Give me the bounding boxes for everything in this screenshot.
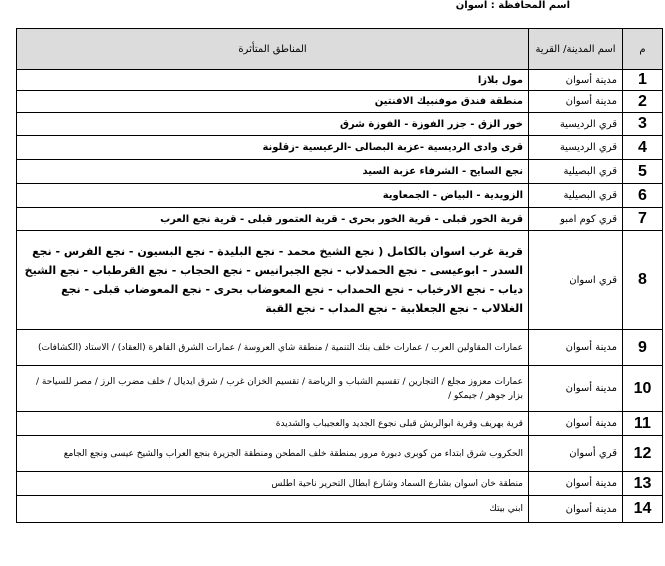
table-row — [17, 70, 663, 91]
row-areas: عمارات المقاولين العرب / عمارات خلف بنك التنمية / منطقة شاي العروسة / عمارات الشرق القاهرة (العقاد) / الاستاد (الكشافات) — [17, 330, 529, 366]
row-number: 14 — [623, 496, 663, 523]
row-number: 1 — [623, 70, 663, 91]
row-areas: منطقة فندق موفنبيك الافنتين — [17, 91, 529, 113]
row-city: مدينة أسوان — [529, 330, 623, 366]
header-num: م — [623, 29, 663, 70]
table-row — [17, 366, 663, 412]
row-city: قري أسوان — [529, 436, 623, 472]
table-row — [17, 184, 663, 208]
row-city: قري البصيلية — [529, 184, 623, 208]
table-row — [17, 113, 663, 136]
row-number: 11 — [623, 412, 663, 436]
row-number: 3 — [623, 113, 663, 136]
row-areas: قرى وادى الرديسية -عزبة البصالى -الرعيسية -زقلونة — [17, 136, 529, 160]
row-city: مدينة أسوان — [529, 70, 623, 91]
row-number: 4 — [623, 136, 663, 160]
row-city: مدينة أسوان — [529, 91, 623, 113]
row-city: مدينة أسوان — [529, 496, 623, 523]
row-city: قري اسوان — [529, 231, 623, 330]
row-city: قري البصيلية — [529, 160, 623, 184]
table-row — [17, 231, 663, 330]
row-areas: منطقة خان اسوان بشارع السماد وشارع ابطال التحرير ناحية اطلس — [17, 472, 529, 496]
row-areas: مول بلازا — [17, 70, 529, 91]
table-row — [17, 208, 663, 231]
row-areas: خور الزق - جزر الفوزة - الفوزة شرق — [17, 113, 529, 136]
row-number: 10 — [623, 366, 663, 412]
row-areas: عمارات معزوز مجلع / التجارين / تقسيم الشباب و الرياضة / تقسيم الخزان غرب / شرق ايديال / خلف مضرب الرز / مصر للسياحة / بزار جوهر / جيمكو / — [17, 366, 529, 412]
row-areas: ابني بيتك — [17, 496, 529, 523]
table-row — [17, 136, 663, 160]
governorate-label: اسم المحافظة : اسوان — [455, 0, 570, 11]
table-row — [17, 330, 663, 366]
row-number: 5 — [623, 160, 663, 184]
header-city: اسم المدينة/ القرية — [529, 29, 623, 70]
table-row — [17, 91, 663, 113]
header-areas: المناطق المتأثرة — [17, 29, 529, 70]
row-areas: قرية غرب اسوان بالكامل ( نجع الشيخ محمد - نجع البليدة - نجع البسيون - نجع الفرس - نجع السدر - ابوعيسى - نجع الحمدلاب - نجع الجبرانيس - نجع الحجاب - نجع القرطباب - نجع الشيخ دياب - نجع الارخياب - نجع الحمداب - نجع المعوضاب بحرى - نجع المعوضاب قبلى - نجع الغلالاب - نجع الجعلابية - نجع المداب - نجع القبة — [17, 231, 529, 330]
row-areas: قرية الخور قبلى - قرية الخور بحرى - قرية العتمور قبلى - قرية نجع العرب — [17, 208, 529, 231]
table-row — [17, 436, 663, 472]
row-number: 12 — [623, 436, 663, 472]
table-row — [17, 412, 663, 436]
row-areas: نجع السايح - الشرفاء عزبة السيد — [17, 160, 529, 184]
row-number: 6 — [623, 184, 663, 208]
row-number: 9 — [623, 330, 663, 366]
table-row — [17, 160, 663, 184]
row-city: مدينة أسوان — [529, 472, 623, 496]
row-city: قري الرديسية — [529, 113, 623, 136]
row-number: 2 — [623, 91, 663, 113]
table-header-row — [17, 29, 663, 70]
affected-areas-table-container — [16, 28, 662, 523]
row-number: 7 — [623, 208, 663, 231]
row-city: مدينة أسوان — [529, 366, 623, 412]
table-row — [17, 496, 663, 523]
table-row — [17, 472, 663, 496]
row-city: مدينة أسوان — [529, 412, 623, 436]
row-areas: قرية بهريف وقرية ابوالريش قبلى نجوع الجديد والعجيباب والشديدة — [17, 412, 529, 436]
row-areas: الحكروب شرق ابتداء من كوبرى دبورة مرور بمنطقة خلف المطحن ومنطقة الجزيرة بنجع العراب والشيخ عيسى ونجع الجامع — [17, 436, 529, 472]
row-areas: الزويدية - البياض - الجمعاوية — [17, 184, 529, 208]
affected-areas-table — [16, 28, 663, 523]
row-number: 13 — [623, 472, 663, 496]
row-city: قري كوم امبو — [529, 208, 623, 231]
row-city: قري الرديسية — [529, 136, 623, 160]
row-number: 8 — [623, 231, 663, 330]
